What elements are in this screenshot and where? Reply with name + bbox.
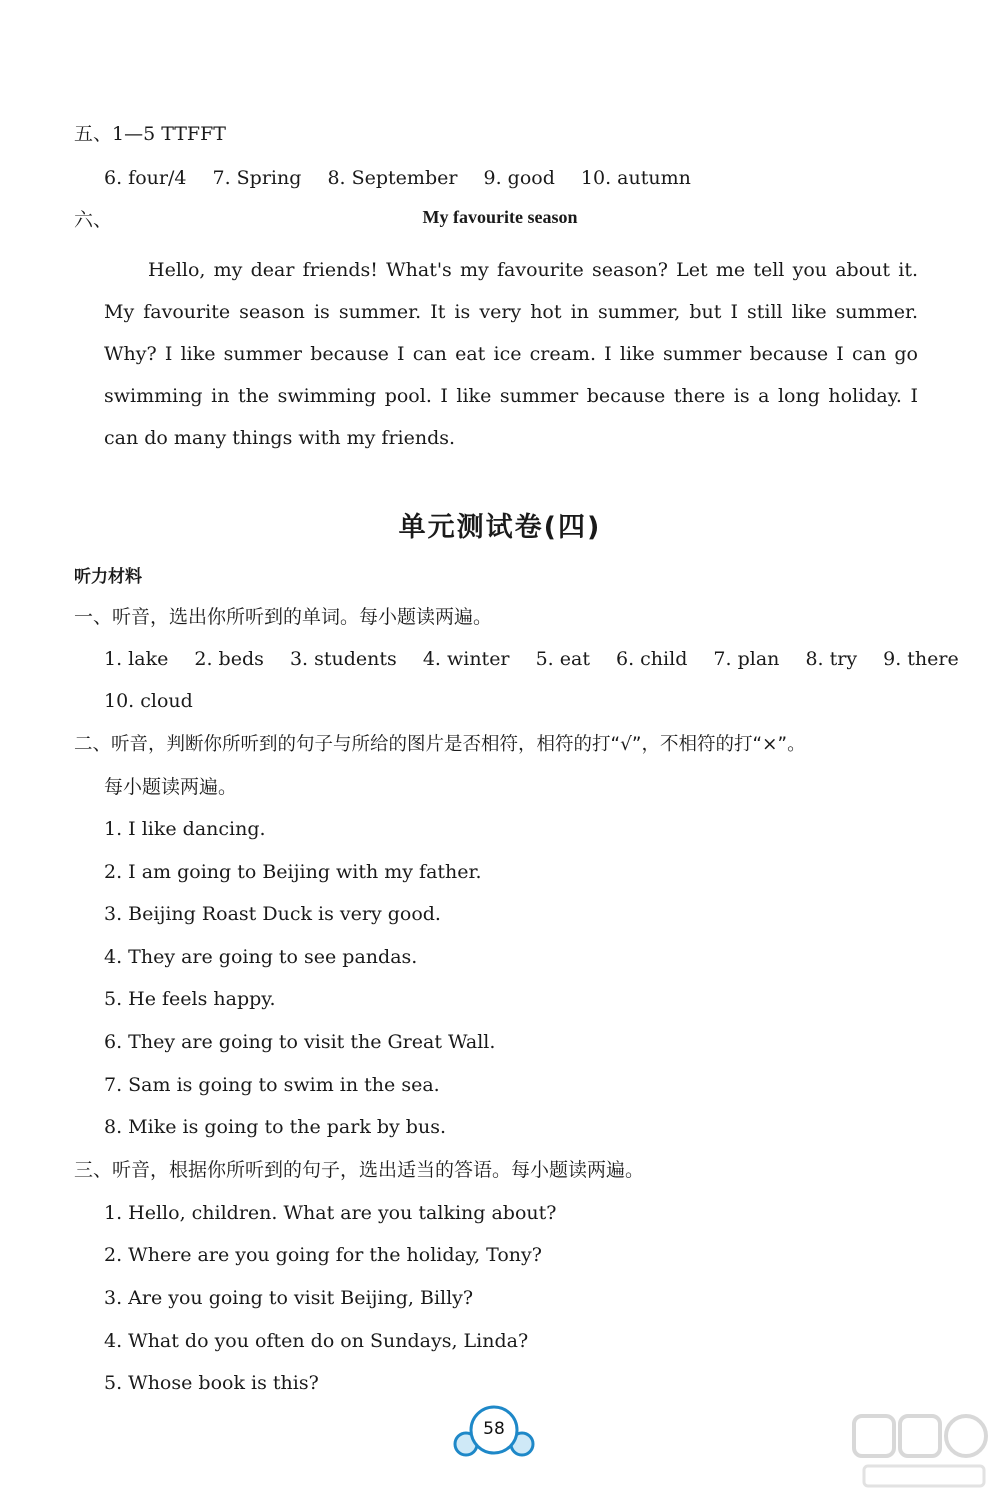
sentence-item: 1. I like dancing.	[104, 818, 266, 840]
section6-label: 六、	[74, 209, 113, 231]
word-item: 2. beds	[194, 648, 264, 670]
listening-heading: 听力材料	[74, 567, 142, 587]
page-number: 58	[483, 1419, 505, 1439]
word-item: 4. winter	[422, 648, 510, 670]
sentence-item: 7. Sam is going to swim in the sea.	[104, 1074, 440, 1096]
word-item: 8. try	[805, 648, 858, 670]
sentence-item: 2. I am going to Beijing with my father.	[104, 861, 482, 883]
word-item: 3. students	[289, 648, 397, 670]
answer-item: 8. September	[327, 167, 458, 189]
word-item: 10. cloud	[104, 690, 193, 712]
sentence-item: 2. Where are you going for the holiday, Tony?	[104, 1244, 542, 1266]
watermark-logo	[844, 1406, 994, 1496]
q1-words	[104, 646, 979, 672]
q2-instruction-cont: 每小题读两遍。	[104, 776, 238, 798]
sentence-item: 6. They are going to visit the Great Wall.	[104, 1031, 496, 1053]
word-item: 7. plan	[713, 648, 780, 670]
answer-item: 6. four/4	[104, 167, 187, 189]
sentence-item: 1. Hello, children. What are you talking about?	[104, 1202, 557, 1224]
page-number-badge	[452, 1400, 536, 1464]
section5-answers: 五、1—5 TTFFT	[74, 123, 226, 145]
sentence-item: 4. They are going to see pandas.	[104, 946, 418, 968]
section5-items	[104, 165, 711, 191]
word-item: 9. there	[883, 648, 959, 670]
word-item: 6. child	[616, 648, 688, 670]
sentence-item: 5. He feels happy.	[104, 988, 276, 1010]
q2-instruction: 二、听音，判断你所听到的句子与所给的图片是否相符，相符的打“√”，不相符的打“×”。	[74, 734, 806, 755]
sentence-item: 3. Are you going to visit Beijing, Billy?	[104, 1287, 474, 1309]
answer-item: 7. Spring	[212, 167, 302, 189]
sentence-item: 3. Beijing Roast Duck is very good.	[104, 903, 441, 925]
unit-title: 单元测试卷(四)	[398, 512, 602, 543]
sentence-item: 5. Whose book is this?	[104, 1372, 319, 1394]
essay-body: Hello, my dear friends! What's my favourite season? Let me tell you about it. My favourite season is summer. It is very hot in summer, but I still like summer. Why? I like summer because I can eat ice cream. I like summer because I can go swimming in the swimming pool. I like summer because there is a long holiday. I can do many things with my friends.	[104, 259, 918, 449]
q3-instruction: 三、听音，根据你所听到的句子，选出适当的答语。每小题读两遍。	[74, 1159, 645, 1181]
answer-item: 10. autumn	[580, 167, 691, 189]
q1-instruction: 一、听音，选出你所听到的单词。每小题读两遍。	[74, 606, 493, 628]
sentence-item: 8. Mike is going to the park by bus.	[104, 1116, 446, 1138]
answer-item: 9. good	[483, 167, 555, 189]
essay-title: My favourite season	[422, 207, 578, 227]
word-item: 5. eat	[535, 648, 590, 670]
word-item: 1. lake	[104, 648, 169, 670]
sentence-item: 4. What do you often do on Sundays, Linda?	[104, 1330, 529, 1352]
